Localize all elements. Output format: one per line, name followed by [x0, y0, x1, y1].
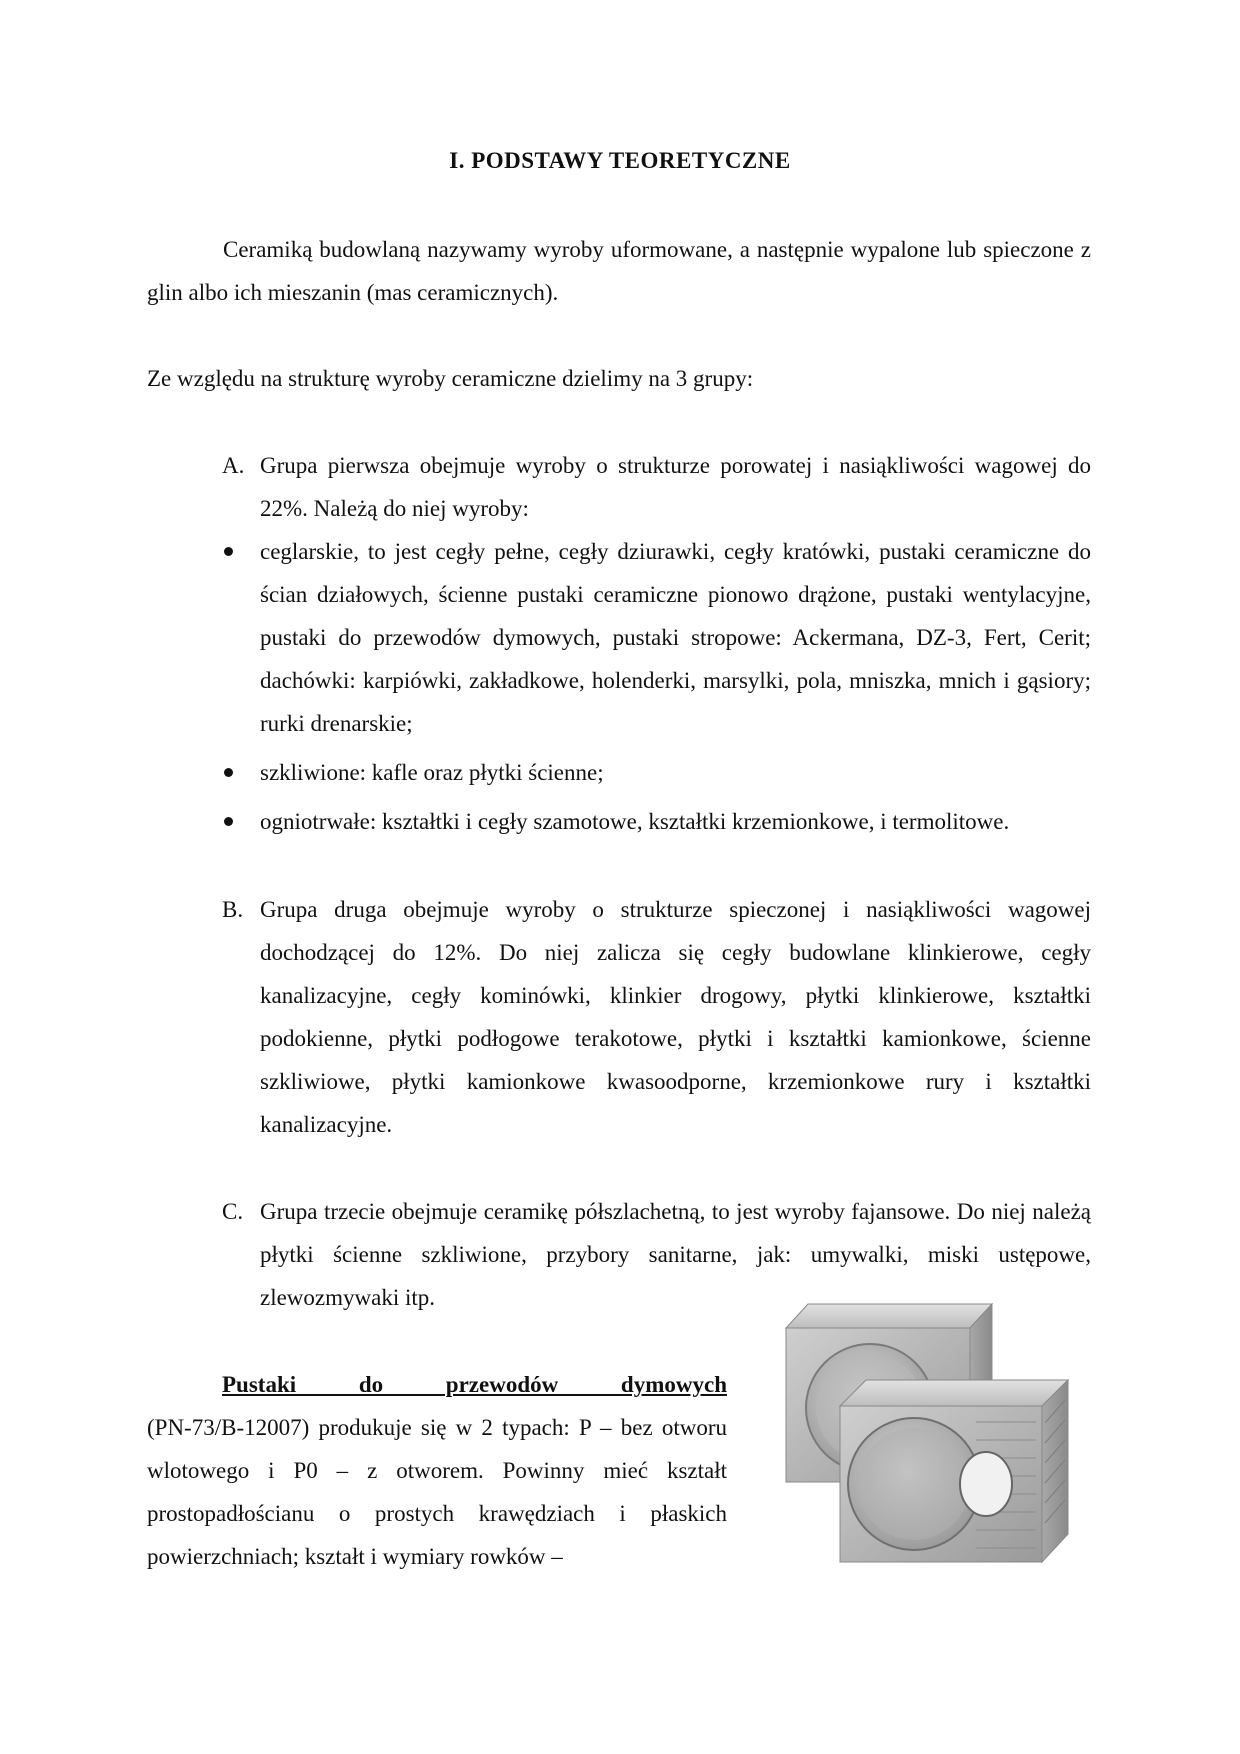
pustaki-body: (PN-73/B-12007) produkuje się w 2 typach: P – bez otworu wlotowego i P0 – z otworem. Powinny mieć kształt prostopadłościanu o prostych krawędziach i płaskich powierzchniach; kształt i wymiary rowków – — [147, 1415, 727, 1569]
group-a-bullet-list — [222, 530, 1091, 849]
group-a-marker: A. — [222, 453, 245, 478]
intro-paragraph: Ceramiką budowlaną nazywamy wyroby uformowane, a następnie wypalone lub spieczone z glin albo ich mieszanin (mas ceramicznych). — [147, 237, 1091, 305]
list-item-text: ogniotrwałe: kształtki i cegły szamotowe, kształtki krzemionkowe, i termolitowe. — [260, 809, 1010, 834]
group-b-text: Grupa druga obejmuje wyroby o strukturze spieczonej i nasiąkliwości wagowej dochodzącej do 12%. Do niej zalicza się cegły budowlane klinkierowe, cegły kanalizacyjne, cegły kominówki, klinkier drogowy, płytki klinkierowe, kształtki podokienne, płytki podłogowe terakotowe, płytki i kształtki kamionkowe, ścienne szkliwiowe, płytki kamionkowe kwasoodporne, krzemionkowe rury i kształtki kanalizacyjne. — [260, 897, 1091, 1137]
group-a — [222, 444, 1091, 530]
pustaki-section — [147, 1363, 727, 1578]
page-title: I. PODSTAWY TEORETYCZNE — [449, 148, 791, 173]
group-b-marker: B. — [222, 897, 244, 922]
pustaki-heading: Pustaki do przewodów dymowych — [222, 1372, 727, 1397]
list-item — [222, 800, 1091, 843]
group-a-text: Grupa pierwsza obejmuje wyroby o strukturze porowatej i nasiąkliwości wagowej do 22%. Należą do niej wyroby: — [260, 453, 1091, 521]
bullet-icon — [224, 817, 233, 826]
front-block-shape — [840, 1380, 1068, 1562]
groups-lead-paragraph: Ze względu na strukturę wyroby ceramiczne dzielimy na 3 grupy: — [147, 366, 754, 391]
bullet-icon — [224, 547, 233, 556]
bullet-icon — [224, 768, 233, 777]
group-c-text: Grupa trzecie obejmuje ceramikę półszlachetną, to jest wyroby fajansowe. Do niej należą płytki ścienne szkliwione, przybory sanitarne, jak: umywalki, miski ustępowe, zlewozmywaki itp. — [260, 1199, 1091, 1310]
list-item — [222, 530, 1091, 745]
group-b — [222, 888, 1091, 1146]
list-item — [222, 751, 1091, 794]
list-item-text: ceglarskie, to jest cegły pełne, cegły dziurawki, cegły kratówki, pustaki ceramiczne do ścian działowych, ścienne pustaki ceramiczne pionowo drążone, pustaki wentylacyjne, pustaki do przewodów dymowych, pustaki stropowe: Ackermana, DZ-3, Fert, Cerit; dachówki: karpiówki, zakładkowe, holenderki, marsylki, pola, mniszka, mnich i gąsiory; rurki drenarskie; — [260, 539, 1091, 736]
hollow-block-image — [778, 1298, 1070, 1568]
list-item-text: szkliwione: kafle oraz płytki ścienne; — [260, 760, 604, 785]
group-c-marker: C. — [222, 1199, 244, 1224]
